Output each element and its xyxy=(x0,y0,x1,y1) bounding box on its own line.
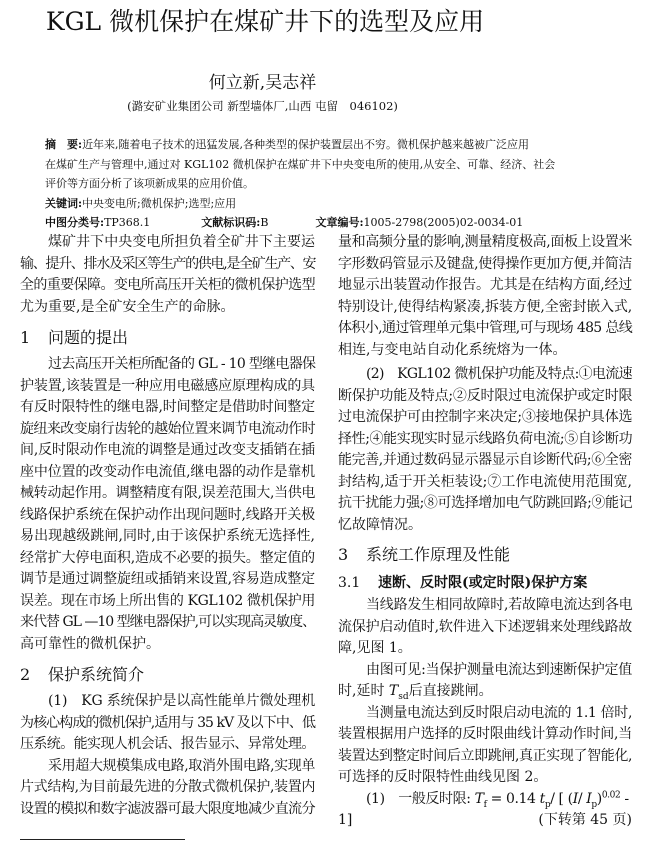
clc-number: TP368.1 xyxy=(104,216,151,229)
text-line: 抗干扰能力强;⑧可选择增加电气防跳回路;⑨能记 xyxy=(338,495,633,511)
text-line: 采用超大规模集成电路,取消外围电路,实现单 xyxy=(48,757,315,774)
doc-code: B xyxy=(260,216,269,229)
text-line: 障,见图 1。 xyxy=(338,640,412,656)
paper-title: KGL 微机保护在煤矿井下的选型及应用 xyxy=(45,7,485,36)
section-heading-3: 3 系统工作原理及性能 xyxy=(338,545,511,564)
abstract-block xyxy=(45,135,605,233)
text-line: 择性;④能实现实时显示线路负荷电流;⑤自诊断功 xyxy=(338,430,633,447)
text-line: 输、提升、排水及采区等生产的供电,是全矿生产、安 xyxy=(20,255,316,272)
left-column xyxy=(20,232,315,820)
abstract-line: 摘 要:近年来,随着电子技术的迅猛发展,各种类型的保护装置层出不穷。微机保护越来越被广泛应用 xyxy=(45,138,530,151)
text-line: 来代替 GL —10 型继电器保护,可以实现高灵敏度、 xyxy=(20,614,316,630)
text-line: (1) KG 系统保护是以高性能单片微处理机 xyxy=(48,693,315,709)
text-line: 能完善,并通过数码显示器显示自诊断代码;⑥全密 xyxy=(338,452,632,468)
right-column xyxy=(338,232,632,832)
affiliation: (潞安矿业集团公司 新型墙体厂,山西 屯留 046102) xyxy=(127,99,398,113)
section-heading-2: 2 保护系统简介 xyxy=(20,665,145,684)
text-line: 械转动起作用。调整精度有限,误差范围大,当供电 xyxy=(20,485,315,501)
text-line: 过去高压开关柜所配备的 GL - 10 型继电器保 xyxy=(48,356,316,372)
text-line: 装置根据用户选择的反时限曲线计算动作时间,当 xyxy=(338,726,633,742)
footnote-rule xyxy=(20,839,185,840)
text-line: 字形数码管显示及键盘,使得操作更加方便,并简洁 xyxy=(338,255,632,272)
text-line: 有反时限特性的继电器,时间整定是借助时间整定 xyxy=(20,399,315,415)
paragraph-inverse-time xyxy=(338,703,632,789)
text-line: 量和高频分量的影响,测量精度极高,面板上设置米 xyxy=(338,234,632,250)
text-line: 易出现越级跳闸,同时,由于该保护系统无选择性, xyxy=(20,528,315,544)
subsection-heading-3-1: 3.1 速断、反时限(或定时限)保护方案 xyxy=(338,575,588,591)
text-line: 片式结构,为目前最先进的分散式微机保护,装置内 xyxy=(20,779,315,795)
paragraph-kg-system xyxy=(20,691,315,756)
text-line: (2) KGL102 微机保护功能及特点:①电流速 xyxy=(366,366,632,382)
text-line: 可选择的反时限特性曲线见图 2。 xyxy=(338,769,548,785)
abstract-label: 摘 要: xyxy=(45,138,83,151)
article-number: 1005-2798(2005)02-0034-01 xyxy=(363,216,524,229)
text-line: 当测量电流达到反时限启动电流的 1.1 倍时, xyxy=(366,704,632,721)
text-line: 尤为重要,是全矿安全生产的命脉。 xyxy=(20,298,235,315)
section-heading-1: 1 问题的提出 xyxy=(20,328,129,347)
formula-end-line: 1] (下转第 45 页) xyxy=(338,810,632,832)
formula-line: (1) 一般反时限: $T_f = 0.14$ $t_p/$ [ (I/ $I_p)^{0.02}$ - xyxy=(366,789,629,810)
text-line: 装置达到整定时间后立即跳闸,真正实现了智能化, xyxy=(338,747,632,764)
paragraph-fault xyxy=(338,595,632,660)
paragraph-continued xyxy=(338,232,632,361)
text-line: 体积小,通过管理单元集中管理,可与现场 485 总线 xyxy=(338,320,632,336)
text-line: 设置的模拟和数字滤波器可最大限度地减少直流分 xyxy=(20,800,315,817)
text-line: 流保护启动值时,软件进入下述逻辑来处理线路故 xyxy=(338,618,633,635)
text-line: 煤矿井下中央变电所担负着全矿井下主要运 xyxy=(48,234,315,250)
classification-line: 中图分类号:TP368.1 文献标识码:B 文章编号:1005-2798(2005)02-0034-01 xyxy=(45,216,524,229)
continued-note: (下转第 45 页) xyxy=(538,812,632,828)
paragraph-intro xyxy=(20,232,315,318)
text-line: 压系统。能实现人机会话、报告显示、异常处理。 xyxy=(20,736,315,752)
text-line: 为核心构成的微机保护,适用与 35 kV 及以下中、低 xyxy=(20,714,315,731)
paragraph-lsi xyxy=(20,756,315,821)
text-line: 旋纽来改变扇行齿轮的越始位置来调节电流动作时 xyxy=(20,420,315,437)
abstract-line: 评价等方面分析了该项新成果的应用价值。 xyxy=(45,177,254,190)
text-line: 经常扩大停电面积,造成不必要的损失。整定值的 xyxy=(20,549,315,566)
text-line: 全的重要保障。变电所高压开关柜的微机保护选型 xyxy=(20,277,315,293)
text-line: 忆故障情况。 xyxy=(338,516,422,533)
paragraph-figure-line: 由图可见:当保护测量电流达到速断保护定值 xyxy=(366,661,632,678)
text-line: 断保护功能及特点;②反时限过电流保护或定时限 xyxy=(338,387,633,404)
keywords: 关键词:中央变电所;微机保护;选型;应用 xyxy=(45,196,237,210)
text-line: 封结构,适于开关柜装设;⑦工作电流使用范围宽, xyxy=(338,473,632,490)
text-line: 调节是通过调整旋纽或插销来设置,容易造成整定 xyxy=(20,571,315,587)
authors: 何立新,吴志祥 xyxy=(208,73,317,93)
paragraph-figure-line: 时,延时 $T_{sd}$后直接跳闸。 xyxy=(338,683,493,702)
text-line: 相连,与变电站自动化系统熔为一体。 xyxy=(338,341,567,358)
paragraph-problem xyxy=(20,354,315,655)
text-line: 间,反时限动作电流的调整是通过改变支插销在插 xyxy=(20,442,315,458)
text-line: 过电流保护可由控制字来决定;③接地保护具体选 xyxy=(338,409,633,425)
text-line: 特别设计,使得结构紧凑,拆装方便,全密封嵌入式, xyxy=(338,298,632,315)
text-line: 当线路发生相同故障时,若故障电流达到各电 xyxy=(366,597,633,613)
text-line: 护装置,该装置是一种应用电磁感应原理构成的具 xyxy=(20,377,315,394)
text-line: 高可靠性的微机保护。 xyxy=(20,635,160,652)
text-line: 线路保护系统在保护动作出现问题时,线路开关极 xyxy=(20,506,315,523)
abstract-line: 在煤矿生产与管理中,通过对 KGL102 微机保护在煤矿井下中央变电所的使用,从安全、可靠、经济、社会 xyxy=(45,157,556,171)
text-line: 座中位置的改变动作电流值,继电器的动作是靠机 xyxy=(20,463,315,480)
text-line: 地显示出装置动作报告。尤其是在结构方面,经过 xyxy=(338,277,633,293)
paragraph-features xyxy=(338,364,632,536)
text-line: 误差。现在市场上所出售的 KGL102 微机保护用 xyxy=(20,592,315,609)
